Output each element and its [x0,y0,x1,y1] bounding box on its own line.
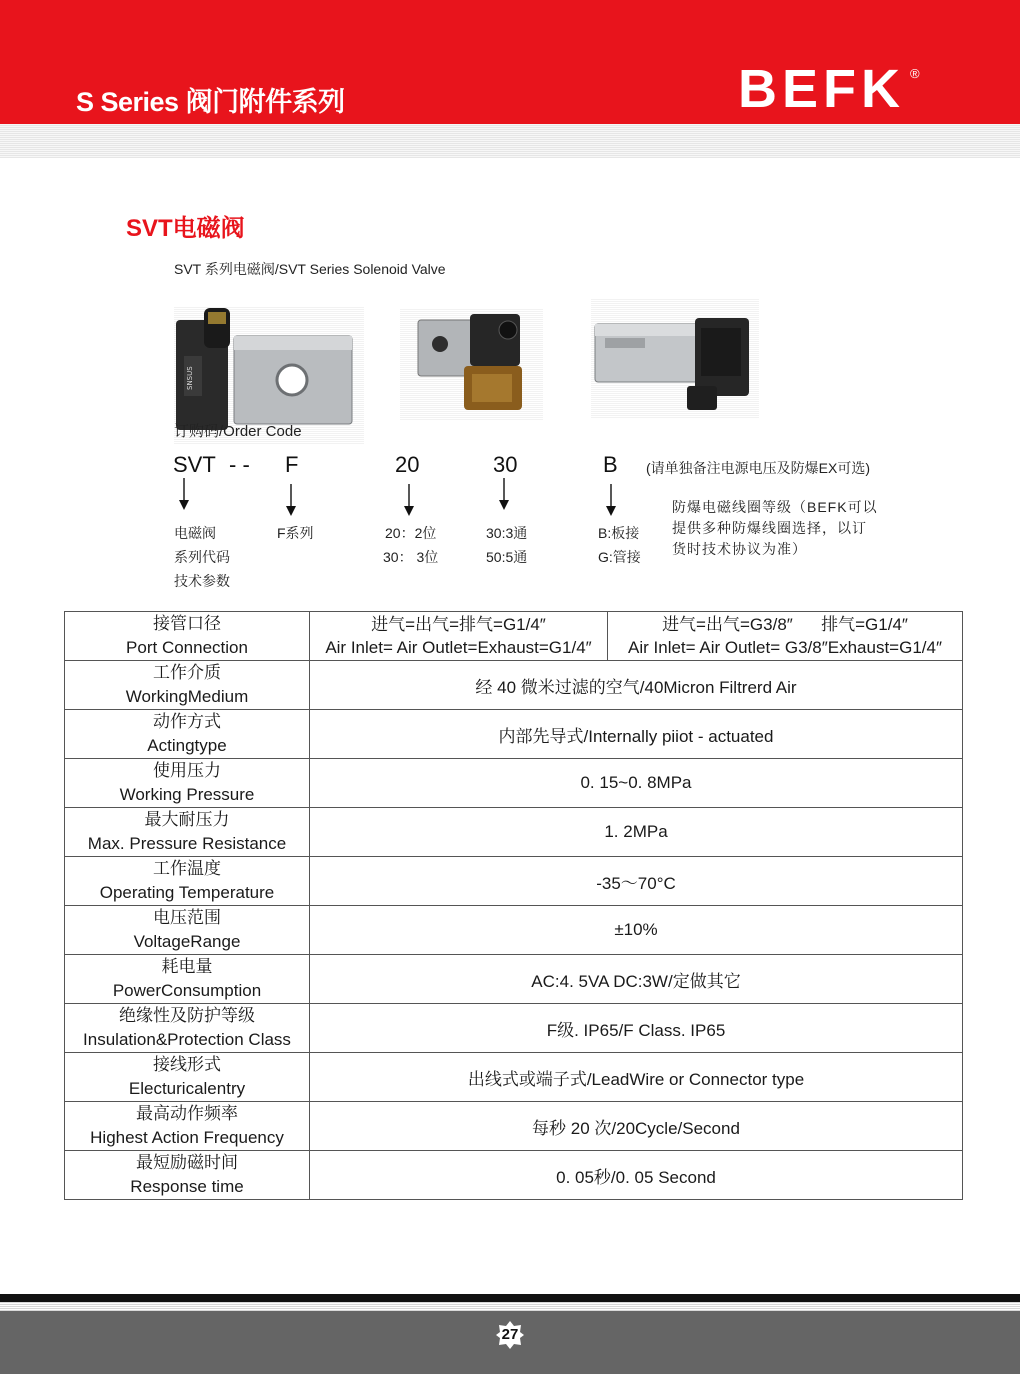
spec-label-en: PowerConsumption [112,981,262,1000]
desc-conn [598,521,641,569]
table-row [65,661,963,710]
down-arrow-icon [604,484,618,516]
spec-label-en: Electuricalentry [128,1079,246,1098]
table-row [65,759,963,808]
spec-label [65,759,310,808]
spec-value-cn: 进气=出气=G3/8″ 排气=G1/4″ [662,615,908,634]
spec-label-cn: 工作介质 [153,663,221,682]
table-row [65,1004,963,1053]
desc-explosion-line: 提供多种防爆线圈选择，以订 [672,520,867,536]
desc-size [383,521,438,569]
spec-label [65,661,310,710]
spec-label [65,808,310,857]
down-arrow-icon [177,478,191,510]
table-row [65,808,963,857]
table-row [65,955,963,1004]
spec-value-en: Air Inlet= Air Outlet=Exhaust=G1/4″ [325,638,592,657]
spec-label-en: Actingtype [147,736,227,755]
table-row [65,612,963,661]
brand-logo: BEFK [738,59,905,119]
spec-label-cn: 绝缘性及防护等级 [119,1006,255,1025]
spec-label-en: Port Connection [126,638,248,657]
header-stripe [0,124,1020,158]
desc-conn-line: G:管接 [598,549,641,565]
desc-ways-line: 50:5通 [486,549,528,565]
down-arrow-icon [497,478,511,510]
spec-label-en: Max. Pressure Resistance [87,834,287,853]
spec-value-cn: 进气=出气=排气=G1/4″ [371,615,546,634]
spec-value: AC:4. 5VA DC:3W/定做其它 [310,955,963,1004]
spec-label-en: Response time [130,1177,244,1196]
spec-value [310,612,608,661]
spec-label-cn: 最短励磁时间 [136,1153,238,1172]
spec-value: ±10% [310,906,963,955]
spec-label-en: Insulation&Protection Class [83,1030,291,1049]
solenoid-valve-image [400,308,543,420]
desc-size-line: 20：2位 [385,525,437,541]
footer-line [0,1294,1020,1302]
desc-svt-line: 电磁阀 [174,525,216,541]
spec-label [65,955,310,1004]
down-arrow-icon [284,484,298,516]
table-row [65,906,963,955]
table-row [65,710,963,759]
spec-table [64,611,963,1200]
spec-value: 内部先导式/Internally piiot - actuated [310,710,963,759]
code-note: (请单独备注电源电压及防爆EX可选) [646,460,870,476]
spec-label-cn: 接线形式 [153,1055,221,1074]
spec-label-cn: 接管口径 [153,614,221,633]
desc-explosion-line: 货时技术协议为准） [672,541,807,557]
code-part-size: 20 [395,452,420,477]
solenoid-valve-image [591,298,759,418]
code-part-svt: SVT [173,452,216,477]
table-row [65,1151,963,1200]
desc-ways-line: 30:3通 [486,525,528,541]
code-part-ways: 30 [493,452,518,477]
spec-label [65,1151,310,1200]
code-part-separator: - - [229,452,250,477]
product-photo-3 [591,298,759,418]
spec-label [65,857,310,906]
desc-explosion-line: 防爆电磁线圈等级（BEFK可以 [672,499,878,515]
spec-label-cn: 最高动作频率 [136,1104,238,1123]
desc-f: F系列 [277,525,314,541]
spec-label-en: Highest Action Frequency [90,1128,284,1147]
spec-value: F级. IP65/F Class. IP65 [310,1004,963,1053]
spec-value-en: Air Inlet= Air Outlet= G3/8″Exhaust=G1/4″ [628,638,942,657]
table-row [65,857,963,906]
spec-label-cn: 使用压力 [153,761,221,780]
spec-label-cn: 动作方式 [153,712,221,731]
page-number: 27 [501,1326,519,1343]
table-row [65,1102,963,1151]
spec-value: 每秒 20 次/20Cycle/Second [310,1102,963,1151]
spec-label [65,906,310,955]
spec-label-cn: 电压范围 [153,908,221,927]
desc-size-line: 30： 3位 [383,549,439,565]
spec-value: 出线式或端子式/LeadWire or Connector type [310,1053,963,1102]
desc-svt-line: 技术参数 [174,573,230,589]
spec-label [65,1053,310,1102]
section-title: SVT电磁阀 [126,215,245,242]
spec-label-en: WorkingMedium [125,687,249,706]
desc-ways [486,521,527,569]
spec-label [65,1004,310,1053]
spec-label-en: VoltageRange [133,932,241,951]
registered-mark: ® [910,66,920,81]
order-code-label: 订购码/Order Code [174,423,302,440]
spec-label-en: Operating Temperature [99,883,275,902]
spec-label [65,710,310,759]
footer-stripe [0,1302,1020,1311]
spec-value: 1. 2MPa [310,808,963,857]
spec-label [65,1102,310,1151]
spec-label-cn: 最大耐压力 [144,810,230,829]
spec-value [608,612,963,661]
section-subtitle: SVT 系列电磁阀/SVT Series Solenoid Valve [174,261,446,277]
spec-label-cn: 工作温度 [153,859,221,878]
header-title: S Series 阀门附件系列 [76,87,345,117]
desc-svt-line: 系列代码 [174,549,230,565]
spec-value: 0. 05秒/0. 05 Second [310,1151,963,1200]
spec-label-en: Working Pressure [119,785,255,804]
desc-conn-line: B:板接 [598,525,640,541]
code-part-conn: B [603,452,618,477]
spec-label [65,612,310,661]
desc-svt [174,521,230,593]
code-part-f: F [285,452,299,477]
spec-value: -35～70°C [310,857,963,906]
spec-value: 经 40 微米过滤的空气/40Micron Filtrerd Air [310,661,963,710]
spec-label-cn: 耗电量 [161,957,213,976]
desc-explosion [672,497,878,560]
down-arrow-icon [402,484,416,516]
spec-value: 0. 15~0. 8MPa [310,759,963,808]
table-row [65,1053,963,1102]
svg-text:SNSUS: SNSUS [186,366,194,390]
product-photo-2 [400,308,543,420]
